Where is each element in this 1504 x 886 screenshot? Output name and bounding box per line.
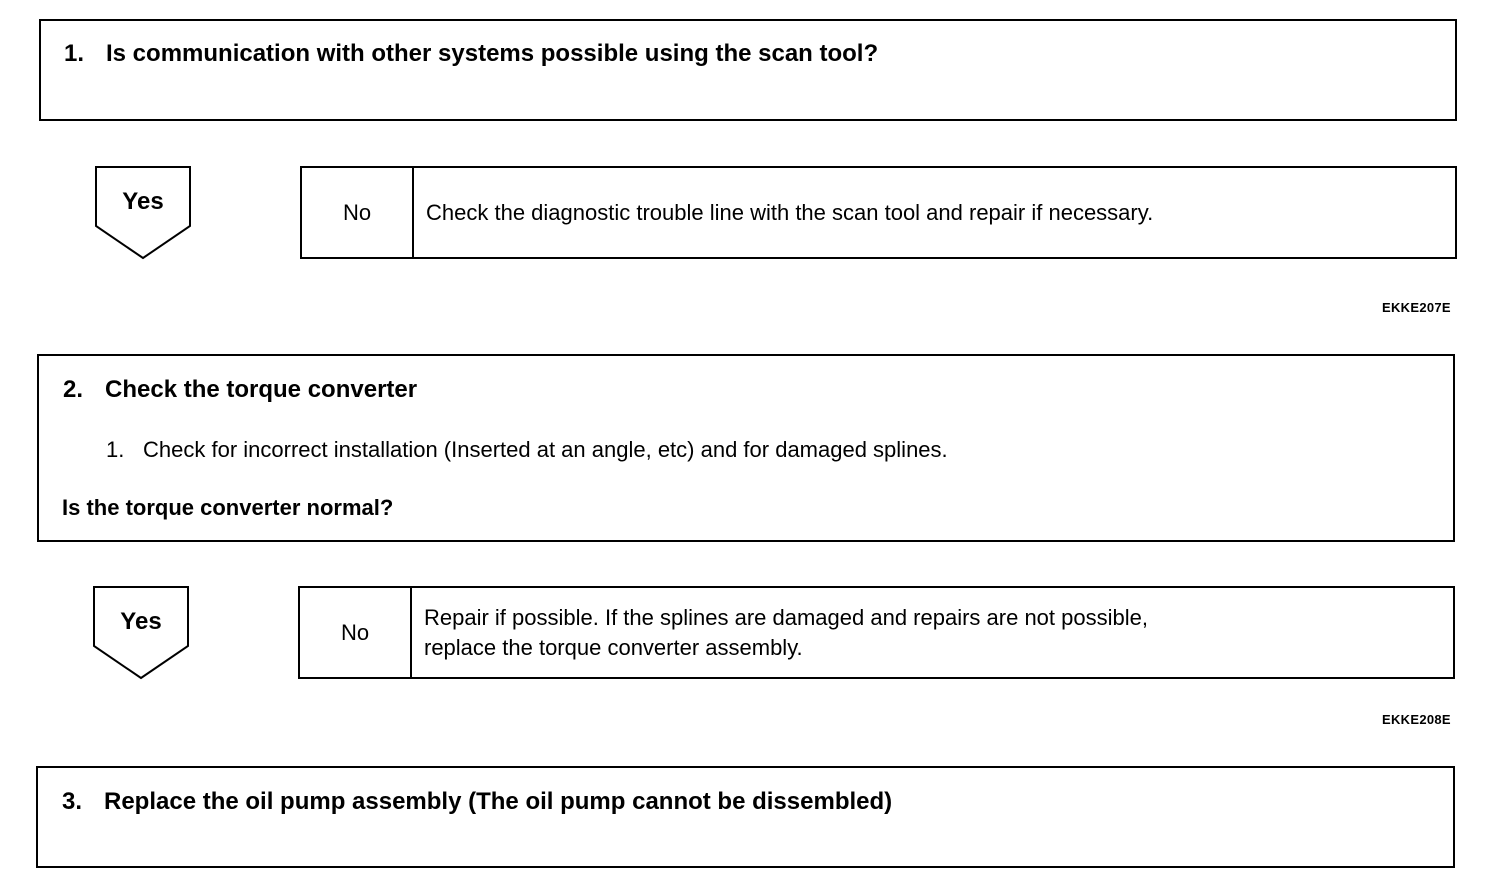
no-box-2 [298, 586, 1455, 679]
step-3-title [62, 788, 892, 816]
figure-code-1: EKKE207E [1382, 300, 1451, 315]
step-2-title-text: Check the torque converter [105, 376, 418, 403]
step-1-number: 1. [64, 40, 85, 67]
step-2-question: Is the torque converter normal? [62, 495, 394, 520]
no-label-1: No [302, 168, 414, 257]
step-3-title-text: Replace the oil pump assembly (The oil pump cannot be dissembled) [104, 788, 893, 815]
step-2-number: 2. [63, 376, 84, 403]
step-3-box [36, 766, 1455, 868]
step-1-title-text: Is communication with other systems possible using the scan tool? [106, 40, 879, 67]
step-1-title [64, 40, 878, 68]
yes-label-2: Yes [120, 608, 162, 635]
step-2-title [63, 376, 417, 404]
no-label-2: No [300, 588, 412, 677]
no-action-2 [412, 588, 1148, 677]
yes-label-1: Yes [122, 188, 164, 215]
substep-number: 1. [106, 437, 125, 462]
no-box-1 [300, 166, 1457, 259]
no-action-2-line-1: Repair if possible. If the splines are damaged and repairs are not possible, [424, 604, 1148, 630]
step-1-box [39, 19, 1457, 121]
no-action-2-line-2: replace the torque converter assembly. [424, 634, 803, 660]
no-action-1: Check the diagnostic trouble line with the scan tool and repair if necessary. [426, 199, 1154, 225]
step-2-substep-1 [106, 437, 948, 463]
figure-code-2: EKKE208E [1382, 712, 1451, 727]
step-3-number: 3. [62, 788, 83, 815]
substep-text: Check for incorrect installation (Inserted at an angle, etc) and for damaged splines. [143, 437, 948, 462]
